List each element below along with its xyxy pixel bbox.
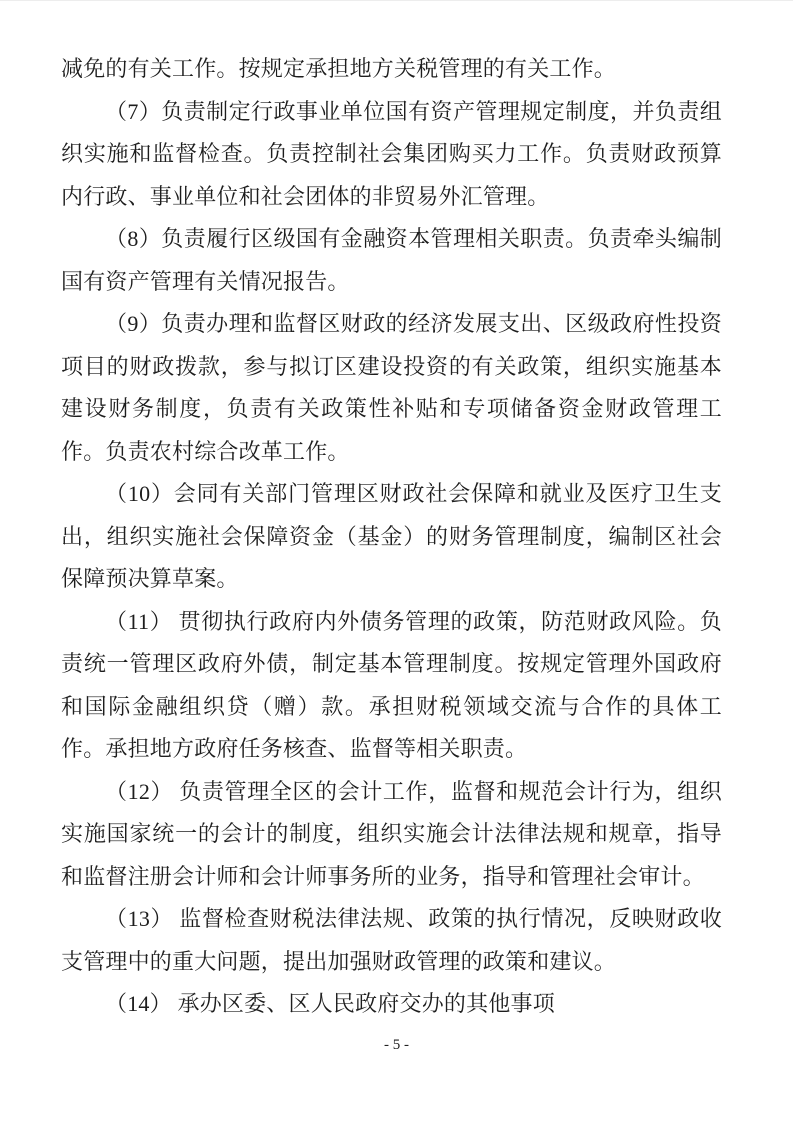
paragraph-continuation: 减免的有关工作。按规定承担地方关税管理的有关工作。 [61, 56, 617, 81]
document-body [61, 48, 722, 1026]
paragraph-item-7: （7）负责制定行政事业单位国有资产管理规定制度，并负责组织实施和监督检查。负责控制社会集团购买力工作。负责财政预算内行政、事业单位和社会团体的非贸易外汇管理。 [61, 98, 722, 209]
paragraph-item-10: （10）会同有关部门管理区财政社会保障和就业及医疗卫生支出，组织实施社会保障资金（基金）的财务管理制度，编制区社会保障预决算草案。 [61, 481, 722, 591]
paragraph-item-11: （11） 贯彻执行政府内外债务管理的政策，防范财政风险。负责统一管理区政府外债，制定基本管理制度。按规定管理外国政府和国际金融组织贷（赠）款。承担财税领域交流与合作的具体工作。承担地方政府任务核查、监督等相关职责。 [61, 608, 722, 761]
paragraph-item-9: （9）负责办理和监督区财政的经济发展支出、区级政府性投资项目的财政拨款，参与拟订区建设投资的有关政策，组织实施基本建设财务制度，负责有关政策性补贴和专项储备资金财政管理工作。负责农村综合改革工作。 [61, 311, 722, 464]
paragraph-item-8: （8）负责履行区级国有金融资本管理相关职责。负责牵头编制国有资产管理有关情况报告。 [61, 226, 722, 294]
paragraph-item-13: （13） 监督检查财税法律法规、政策的执行情况，反映财政收支管理中的重大问题，提出加强财政管理的政策和建议。 [61, 906, 722, 974]
paragraph-item-14: （14） 承办区委、区人民政府交办的其他事项 [105, 991, 555, 1016]
page-number: - 5 - [384, 1037, 409, 1053]
paragraph-item-12: （12） 负责管理全区的会计工作，监督和规范会计行为，组织实施国家统一的会计的制度，组织实施会计法律法规和规章，指导和监督注册会计师和会计师事务所的业务，指导和管理社会审计。 [61, 778, 722, 889]
